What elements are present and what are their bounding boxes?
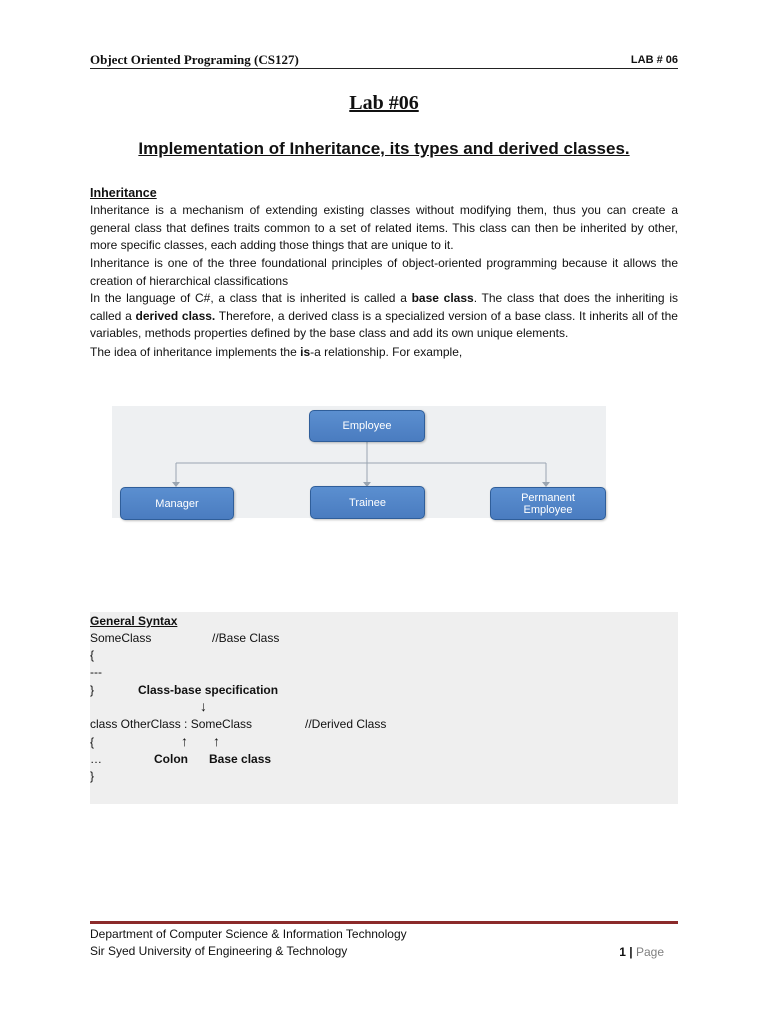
syntax-heading: General Syntax [90,614,178,628]
p3-text-a: In the language of C#, a class that is inherited is called a [90,291,412,305]
inheritance-paragraph-4 [90,344,678,362]
p3-text-c: . The class that does the inheriting is called a [90,291,678,323]
inheritance-paragraph-3 [90,290,678,343]
lab-number-tag: LAB # 06 [630,54,678,66]
close-brace-1: } [90,683,95,697]
p4-text-a: The idea of inheritance implements the [90,345,301,359]
page-word: Page [635,945,664,959]
university-name: Sir Syed University of Engineering & Technology [90,944,348,958]
inheritance-heading: Inheritance [90,186,157,200]
base-class-comment: //Base Class [212,631,280,645]
manager-box: Manager [120,487,234,520]
inheritance-paragraph-2: Inheritance is one of the three foundational principles of object-oriented programming because it allows the creation of hierarchical classifications [90,256,678,288]
derived-class-term: derived class. [135,308,216,323]
header-rule [90,68,678,69]
page-separator: | [629,945,633,959]
syntax-block [90,612,678,804]
down-arrow-icon: ↓ [200,698,207,714]
page-number [619,945,664,959]
permanent-employee-box: Permanent Employee [490,487,606,520]
main-title: Implementation of Inheritance, its types and derived classes. [138,139,630,158]
course-title: Object Oriented Programing (CS127) [90,52,299,67]
is-term: is [300,345,311,359]
otherclass-code: class OtherClass : SomeClass [90,717,253,731]
base-class-term: base class [411,291,474,305]
p4-text-c: -a relationship. For example, [310,345,463,359]
open-brace-1: { [90,648,95,662]
up-arrow-icon: ↑ [181,733,188,749]
footer-rule [90,921,678,924]
close-brace-2: } [90,769,95,783]
trainee-box: Trainee [310,486,425,519]
someclass-code: SomeClass [90,631,152,645]
up-arrow-icon: ↑ [213,733,220,749]
lab-title: Lab #06 [349,92,419,114]
derived-class-comment: //Derived Class [305,717,387,731]
open-brace-2: { [90,735,95,749]
employee-box: Employee [309,410,425,442]
inheritance-paragraph-1: Inheritance is a mechanism of extending existing classes without modifying them, thus you can create a general class that defines traits common to a set of related items. This class can then be inherited by other, more specific classes, each adding those things that are unique to it. [90,203,678,252]
p3-text-e: Therefore, a derived class is a specialized version of a base class. It inherits all of the variables, methods properties defined by the base class and add its own unique elements. [90,308,678,340]
department-name: Department of Computer Science & Information Technology [90,927,407,941]
base-class-label: Base class [209,752,272,766]
class-base-spec-label: Class-base specification [138,683,279,697]
page-number-value: 1 [619,945,626,959]
colon-label: Colon [154,752,188,766]
dots-2: … [90,752,102,766]
dots-1: --- [90,665,102,679]
